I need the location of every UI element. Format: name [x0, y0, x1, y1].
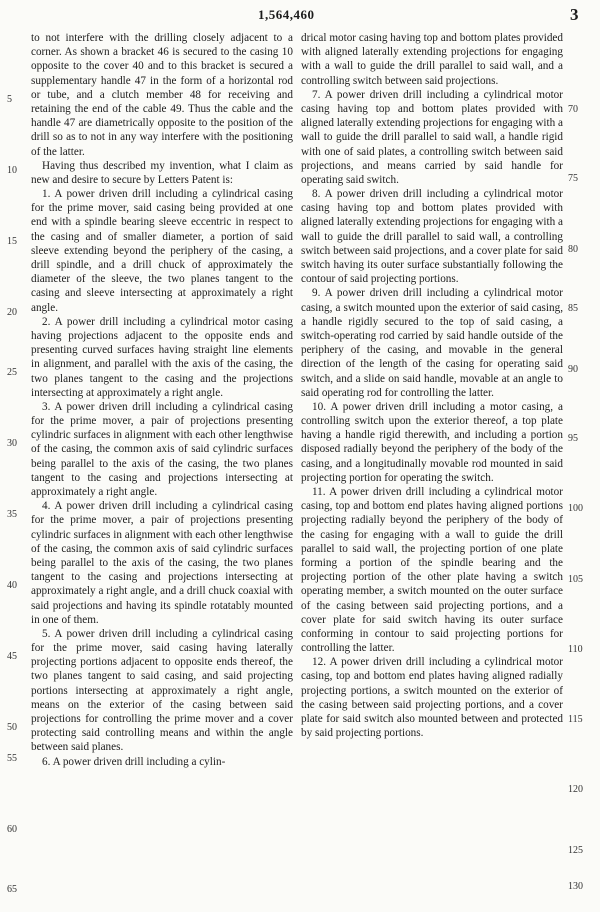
line-number: 35: [7, 509, 17, 520]
claim-7: 7. A power driven drill including a cylindrical motor casing having top and bottom plates provided with aligned laterally extending projections for engaging with a wall to guide the drill parallel to said wall, a handle rigid with one of said plates, a controlling switch between said projections, and means carried by said handle for operating said switch.: [301, 88, 563, 186]
line-number: 40: [7, 580, 17, 591]
claim-2: 2. A power drill including a cylindrical motor casing having projections adjacent to the opposite ends and presenting curved surfaces having straight line elements in alignment, and parallel with the axis of the casing, the two planes tangent to the casing and the projections intersecting at approximately a right angle.: [31, 315, 293, 399]
line-number: 125: [568, 845, 583, 856]
line-number: 110: [568, 644, 583, 655]
claim-6-start: 6. A power driven drill including a cylin-: [42, 755, 226, 768]
claim-9: 9. A power driven drill including a cylindrical motor casing, a switch mounted upon the exterior of said casing, a handle rigidly secured to the top of said casing, a switch-operating rod carried by said handle outside of the periphery of the casing, and movable in the general direction of the length of the casing for operating said switch, and a slide on said handle, movable at an angle to said operating rod for controlling the latter.: [301, 287, 563, 399]
line-number: 50: [7, 722, 17, 733]
line-number: 130: [568, 881, 583, 892]
page-number: 3: [570, 5, 579, 24]
left-text-column: [31, 31, 293, 769]
right-text-column: [301, 31, 563, 740]
line-number: 90: [568, 364, 578, 375]
description-paragraph: to not interfere with the drilling closely adjacent to a corner. As shown a bracket 46 is secured to the casing 10 opposite to the cover 40 and to this bracket is secured a supplementary handle 47 in the form of a horizontal rod or tube, and a clutch member 48 for receiving and retaining the end of the cable 49. Thus the cable and the handle 47 are diametrically opposite to the position of the drill so as to not in any way interfere with the positioning of the latter.: [31, 32, 293, 158]
claim-11: 11. A power driven drill including a cylindrical motor casing, top and bottom end plates having aligned portions projecting radially beyond the periphery of the body of the casing for engaging with a wall to guide the drill parallel to said wall, the projecting portion of one plate forming a portion of the spindle bearing and the projecting portion of the other plate having a switch operating member, a switch mounted on the outer surface of the casing between said projecting portions, and a cover plate for said switch having its outer surface conforming in contour to said projecting portions for controlling the latter.: [301, 486, 563, 655]
claim-12: 12. A power driven drill including a cylindrical motor casing, top and bottom end plates having aligned radially projecting portions, a switch mounted on the exterior of the casing between said projecting portions, and a cover plate for said switch also mounted between and protected by said projecting portions.: [301, 656, 563, 740]
line-number: 65: [7, 884, 17, 895]
line-number: 75: [568, 173, 578, 184]
line-number: 120: [568, 784, 583, 795]
line-number: 15: [7, 236, 17, 247]
line-number: 80: [568, 244, 578, 255]
line-number: 45: [7, 651, 17, 662]
claim-6-continued: drical motor casing having top and bottom plates provided with aligned laterally extending projections for engaging with a wall to guide the drill parallel to said wall, and a controlling switch between said projections.: [301, 32, 563, 87]
line-number: 5: [7, 94, 12, 105]
line-number: 55: [7, 753, 17, 764]
line-number: 95: [568, 433, 578, 444]
claim-5: 5. A power driven drill including a cylindrical casing for the prime mover, said casing having laterally projecting portions adjacent to opposite ends thereof, the two planes tangent to said casing, and said projecting portions intersecting at approximately a right angle, means on the exterior of the casing between said projections for controlling the prime mover and a cover protecting said controlling means and within the angle between said planes.: [31, 627, 293, 754]
line-number: 30: [7, 438, 17, 449]
claim-1: 1. A power driven drill including a cylindrical casing for the prime mover, said casing being provided at one end with a spindle bearing sleeve eccentric in respect to the casing and of smaller diameter, a portion of said sleeve extending beyond the periphery of the casing, a drill spindle, and a drill chuck of approximately the diameter of the sleeve, the two planes tangent to the casing and sleeve intersecting at approximately a right angle.: [31, 188, 293, 314]
claim-10: 10. A power driven drill including a motor casing, a controlling switch upon the exterior thereof, a top plate having a handle rigid therewith, and including a portion disposed radially beyond the periphery of the body of the casing, and a longitudinally movable rod mounted in said projecting portion for operating the switch.: [301, 400, 563, 484]
claim-8: 8. A power driven drill including a cylindrical motor casing having top and bottom plates provided with aligned laterally extending projections for engaging with a wall to guide the drill parallel to said wall, a controlling switch between said projections, and a cover plate for said switch having its outer surface substantially following the contour of said projecting portions.: [301, 188, 563, 286]
page-header: [0, 5, 600, 29]
claim-4: 4. A power driven drill including a cylindrical casing for the prime mover, a pair of projections presenting cylindric surfaces in alignment with each other lengthwise of the casing, the common axis of said cylindric surfaces being parallel to the axis of the casing, the two planes tangent to the casing and projections intersecting at approximately a right angle, and a drill chuck coaxial with said projections and having its spindle rotatably mounted in one of them.: [31, 500, 293, 626]
patent-number: 1,564,460: [258, 7, 315, 22]
line-number: 100: [568, 503, 583, 514]
line-number: 60: [7, 824, 17, 835]
line-number: 20: [7, 307, 17, 318]
line-number: 10: [7, 165, 17, 176]
claim-preamble: Having thus described my invention, what I claim as new and desire to secure by Letters Patent is:: [31, 159, 293, 186]
line-number: 25: [7, 367, 17, 378]
line-number: 70: [568, 104, 578, 115]
line-number: 105: [568, 574, 583, 585]
claim-3: 3. A power driven drill including a cylindrical casing for the prime mover, a pair of projections presenting cylindric surfaces in alignment with each other lengthwise of the casing, the common axis of said cylindric surfaces being parallel to the axis of the casing, the two planes tangent to the casing and projections intersecting at approximately a right angle.: [31, 400, 293, 498]
line-number: 115: [568, 714, 583, 725]
line-number: 85: [568, 303, 578, 314]
